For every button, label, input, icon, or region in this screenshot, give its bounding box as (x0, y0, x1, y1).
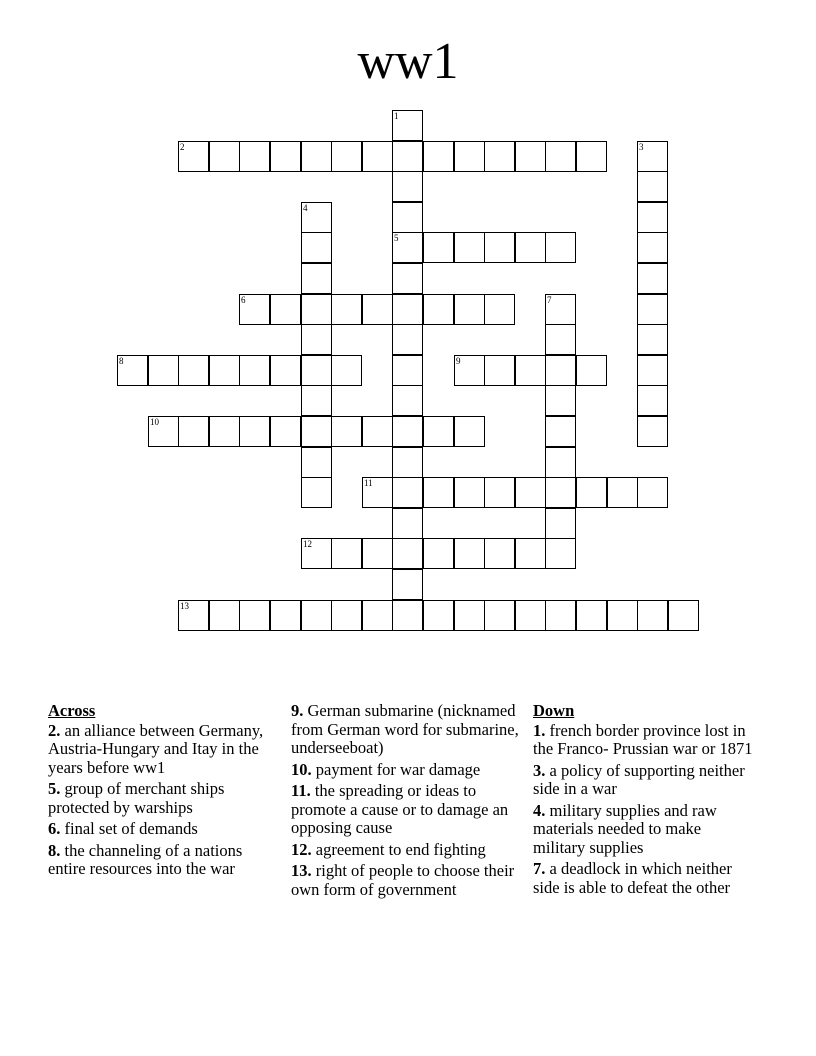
clue-across-6 (48, 820, 270, 839)
grid-cell[interactable] (454, 232, 485, 263)
grid-cell[interactable] (607, 600, 638, 631)
grid-cell[interactable] (301, 263, 332, 294)
grid-cell[interactable] (423, 232, 454, 263)
grid-cell[interactable] (454, 141, 485, 172)
grid-cell[interactable] (301, 294, 332, 325)
grid-cell[interactable] (178, 141, 209, 172)
grid-cell[interactable] (576, 477, 607, 508)
grid-cell[interactable] (301, 538, 332, 569)
grid-cell[interactable] (178, 600, 209, 631)
grid-cell[interactable] (392, 202, 423, 233)
grid-cell[interactable] (576, 600, 607, 631)
grid-cell[interactable] (239, 141, 270, 172)
grid-cell[interactable] (301, 447, 332, 478)
grid-cell[interactable] (637, 477, 668, 508)
clue-text: payment for war damage (315, 759, 481, 779)
grid-cell[interactable] (454, 477, 485, 508)
grid-cell[interactable] (607, 477, 638, 508)
clue-number: 3. (533, 760, 546, 780)
grid-cell[interactable] (423, 294, 454, 325)
grid-cell[interactable] (545, 324, 576, 355)
grid-cell[interactable] (178, 416, 209, 447)
grid-cell[interactable] (454, 416, 485, 447)
clue-text: right of people to choose their own form of government (291, 861, 515, 899)
clue-across-12 (291, 841, 523, 860)
grid-cell[interactable] (484, 294, 515, 325)
grid-cell[interactable] (362, 294, 393, 325)
grid-cell[interactable] (515, 600, 546, 631)
grid-cell[interactable] (362, 416, 393, 447)
grid-cell[interactable] (668, 600, 699, 631)
grid-cell[interactable] (423, 477, 454, 508)
grid-cell[interactable] (301, 232, 332, 263)
grid-cell[interactable] (484, 141, 515, 172)
clue-across-10 (291, 761, 523, 780)
grid-cell[interactable] (209, 355, 240, 386)
grid-cell[interactable] (392, 171, 423, 202)
grid-cell[interactable] (209, 600, 240, 631)
grid-cell[interactable] (454, 294, 485, 325)
puzzle-title: ww1 (357, 33, 459, 90)
clue-number: 13. (291, 861, 312, 880)
clue-across-13 (291, 862, 523, 899)
grid-cell[interactable] (148, 355, 179, 386)
grid-cell[interactable] (239, 600, 270, 631)
grid-cell[interactable] (301, 385, 332, 416)
grid-cell[interactable] (239, 355, 270, 386)
cell-number: 13 (180, 601, 189, 611)
clue-text: group of merchant ships protected by warships (48, 779, 225, 817)
down-heading: Down (533, 701, 575, 720)
grid-cell[interactable] (239, 294, 270, 325)
grid-cell[interactable] (301, 202, 332, 233)
grid-cell[interactable] (270, 416, 301, 447)
cell-number: 5 (394, 233, 399, 243)
clue-down-7 (533, 860, 755, 897)
clue-text: German submarine (nicknamed from German word for submarine, underseeboat) (291, 701, 519, 757)
cell-number: 6 (241, 295, 246, 305)
grid-cell[interactable] (484, 355, 515, 386)
grid-cell[interactable] (301, 324, 332, 355)
clue-number: 4. (533, 800, 546, 820)
cell-number: 2 (180, 142, 185, 152)
grid-cell[interactable] (454, 600, 485, 631)
grid-cell[interactable] (362, 477, 393, 508)
grid-cell[interactable] (392, 141, 423, 172)
grid-cell[interactable] (545, 141, 576, 172)
cell-number: 11 (364, 478, 373, 488)
cell-number: 1 (394, 111, 399, 121)
grid-cell[interactable] (301, 355, 332, 386)
grid-cell[interactable] (270, 141, 301, 172)
clue-down-1 (533, 722, 755, 759)
clue-number: 11. (291, 781, 311, 800)
grid-cell[interactable] (392, 477, 423, 508)
clues-column-3 (533, 702, 755, 900)
grid-cell[interactable] (392, 447, 423, 478)
grid-cell[interactable] (637, 141, 668, 172)
grid-cell[interactable] (392, 355, 423, 386)
grid-cell[interactable] (484, 538, 515, 569)
cell-number: 12 (303, 539, 312, 549)
grid-cell[interactable] (484, 600, 515, 631)
grid-cell[interactable] (515, 232, 546, 263)
grid-cell[interactable] (331, 416, 362, 447)
grid-cell[interactable] (209, 416, 240, 447)
grid-cell[interactable] (637, 416, 668, 447)
grid-cell[interactable] (545, 538, 576, 569)
grid-cell[interactable] (423, 416, 454, 447)
grid-cell[interactable] (545, 232, 576, 263)
cell-number: 10 (150, 417, 159, 427)
clues-column-2 (291, 702, 523, 902)
grid-cell[interactable] (545, 477, 576, 508)
grid-cell[interactable] (637, 600, 668, 631)
grid-cell[interactable] (331, 141, 362, 172)
clue-text: the channeling of a nations entire resources into the war (48, 840, 243, 878)
grid-cell[interactable] (270, 355, 301, 386)
grid-cell[interactable] (362, 600, 393, 631)
grid-cell[interactable] (423, 141, 454, 172)
clue-across-5 (48, 780, 270, 817)
clue-across-8 (48, 842, 270, 879)
clue-text: the spreading or ideas to promote a cause or to damage an opposing cause (291, 781, 509, 837)
grid-cell[interactable] (423, 538, 454, 569)
grid-cell[interactable] (331, 600, 362, 631)
grid-cell[interactable] (484, 477, 515, 508)
clue-text: agreement to end fighting (315, 839, 486, 859)
clue-down-3 (533, 762, 755, 799)
clue-number: 8. (48, 840, 61, 860)
grid-cell[interactable] (392, 600, 423, 631)
grid-cell[interactable] (392, 416, 423, 447)
grid-cell[interactable] (148, 416, 179, 447)
grid-cell[interactable] (331, 294, 362, 325)
cell-number: 7 (547, 295, 552, 305)
cell-number: 4 (303, 203, 308, 213)
across-heading: Across (48, 701, 96, 720)
grid-cell[interactable] (637, 324, 668, 355)
clue-text: military supplies and raw materials needed to make military supplies (533, 800, 717, 857)
clue-text: a deadlock in which neither side is able to defeat the other (533, 859, 732, 897)
clue-number: 12. (291, 839, 312, 859)
grid-cell[interactable] (637, 263, 668, 294)
grid-cell[interactable] (270, 600, 301, 631)
grid-cell[interactable] (484, 232, 515, 263)
grid-cell[interactable] (331, 355, 362, 386)
clue-across-2 (48, 722, 270, 778)
clue-text: french border province lost in the Franco- Prussian war or 1871 (533, 720, 753, 758)
grid-cell[interactable] (576, 355, 607, 386)
grid-cell[interactable] (392, 569, 423, 600)
grid-cell[interactable] (392, 538, 423, 569)
grid-cell[interactable] (392, 232, 423, 263)
grid-cell[interactable] (117, 355, 148, 386)
grid-cell[interactable] (209, 141, 240, 172)
grid-cell[interactable] (515, 355, 546, 386)
clue-number: 7. (533, 859, 546, 878)
clue-down-4 (533, 802, 755, 858)
grid-cell[interactable] (423, 600, 454, 631)
grid-cell[interactable] (515, 538, 546, 569)
clue-number: 5. (48, 779, 61, 798)
grid-cell[interactable] (515, 477, 546, 508)
cell-number: 8 (119, 356, 124, 366)
grid-cell[interactable] (545, 416, 576, 447)
grid-cell[interactable] (545, 385, 576, 416)
grid-cell[interactable] (301, 141, 332, 172)
grid-cell[interactable] (301, 600, 332, 631)
grid-cell[interactable] (637, 202, 668, 233)
grid-cell[interactable] (637, 385, 668, 416)
grid-cell[interactable] (637, 232, 668, 263)
grid-cell[interactable] (545, 447, 576, 478)
grid-cell[interactable] (301, 477, 332, 508)
grid-cell[interactable] (178, 355, 209, 386)
grid-cell[interactable] (392, 324, 423, 355)
grid-cell[interactable] (270, 294, 301, 325)
grid-cell[interactable] (637, 171, 668, 202)
clue-number: 9. (291, 701, 304, 720)
grid-cell[interactable] (454, 355, 485, 386)
clue-number: 1. (533, 720, 546, 740)
grid-cell[interactable] (576, 141, 607, 172)
clues-column-1 (48, 702, 270, 882)
grid-cell[interactable] (545, 355, 576, 386)
grid-cell[interactable] (239, 416, 270, 447)
clue-number: 2. (48, 720, 61, 740)
grid-cell[interactable] (392, 110, 423, 141)
grid-cell[interactable] (331, 538, 362, 569)
grid-cell[interactable] (545, 600, 576, 631)
clue-number: 6. (48, 819, 61, 838)
clue-text: an alliance between Germany, Austria-Hungary and Itay in the years before ww1 (48, 720, 264, 777)
grid-cell[interactable] (454, 538, 485, 569)
cell-number: 9 (456, 356, 461, 366)
clue-across-9 (291, 702, 523, 758)
clue-text: a policy of supporting neither side in a war (533, 760, 745, 798)
clue-text: final set of demands (64, 819, 198, 838)
grid-cell[interactable] (392, 508, 423, 539)
grid-cell[interactable] (392, 294, 423, 325)
grid-cell[interactable] (392, 263, 423, 294)
clue-number: 10. (291, 759, 312, 779)
clue-across-11 (291, 782, 523, 838)
grid-cell[interactable] (301, 416, 332, 447)
grid-cell[interactable] (515, 141, 546, 172)
grid-cell[interactable] (362, 538, 393, 569)
grid-cell[interactable] (637, 355, 668, 386)
grid-cell[interactable] (545, 508, 576, 539)
grid-cell[interactable] (637, 294, 668, 325)
grid-cell[interactable] (362, 141, 393, 172)
cell-number: 3 (639, 142, 644, 152)
grid-cell[interactable] (545, 294, 576, 325)
grid-cell[interactable] (392, 385, 423, 416)
